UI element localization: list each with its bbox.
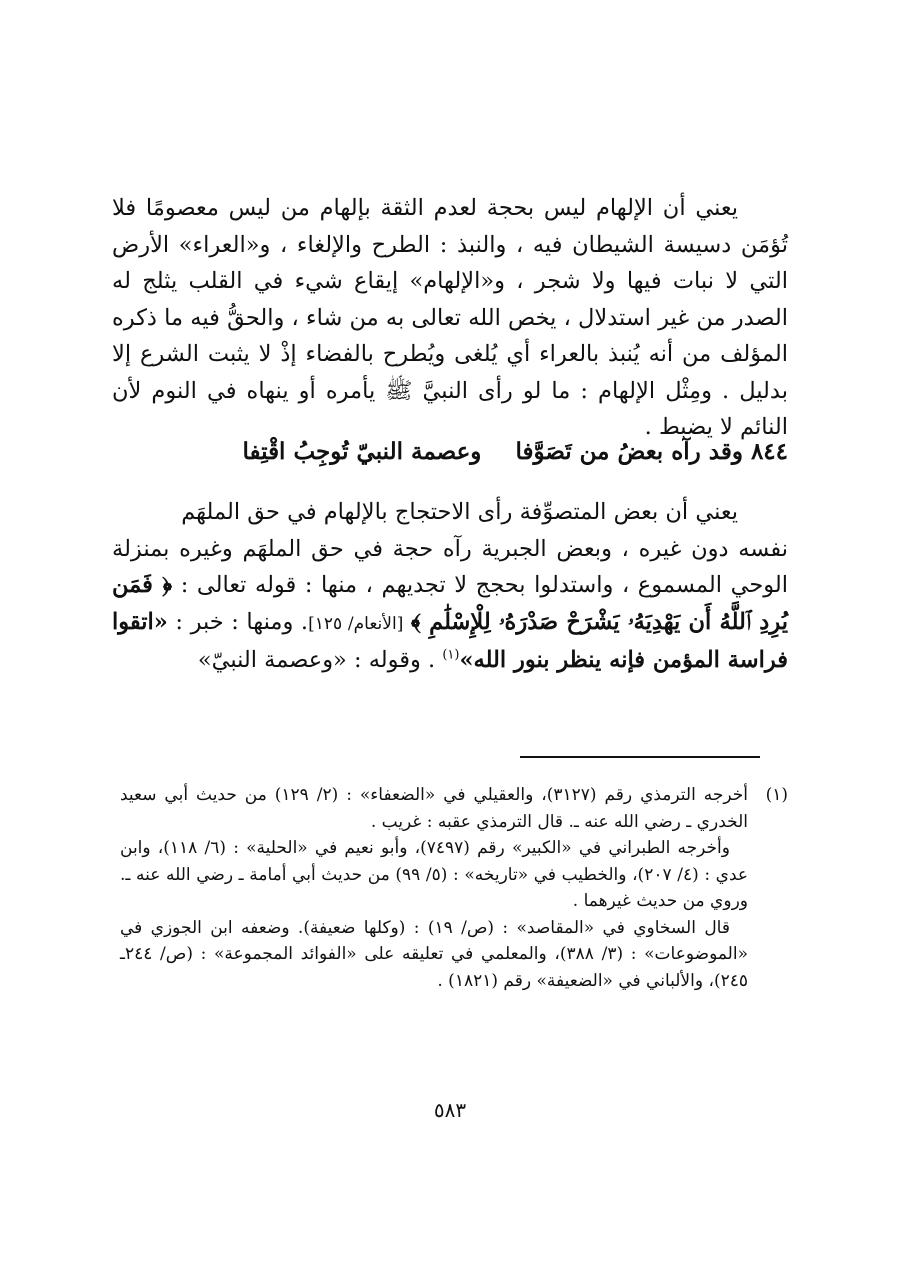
page-number: ٥٨٣ [433,1098,467,1122]
paragraph-text: يعني أن الإلهام ليس بحجة لعدم الثقة بإلهام من ليس معصومًا فلا تُؤمَن دسيسة الشيطان فيه ، والنبذ : الطرح والإلغاء ، و«العراء» الأرض التي لا نبات فيها ولا شجر ، و«الإلهام» إيقاع شيء في القلب يثلج له الصدر من غير استدلال ، يخص الله تعالى به من شاء ، والحقُّ فيه ما ذكره المؤلف من أنه يُنبذ بالعراء أي يُلغى ويُطرح بالفضاء إذْ لا يثبت الشرع إلا بدليل . ومِثْل الإلهام : ما لو رأى النبيَّ ﷺ يأمره أو ينهاه في النوم لأن النائم لا يضبط . [112,195,788,440]
footnotes [120,782,788,994]
paragraph-text: . وقوله : «وعصمة النبيّ» [197,647,436,673]
footnote-marker: (١) [442,647,460,663]
footnote-body [120,782,748,994]
hadith-quote: «اتقوا فراسة المؤمن فإنه ينظر بنور الله» [112,608,788,673]
hadith-intro: خبر : [175,608,224,635]
footnote-paragraph: قال السخاوي في «المقاصد» : (ص/ ١٩) : (وكلها ضعيفة). وضعفه ابن الجوزي في «الموضوعات» : (٣/ ٣٨٨)، والمعلمي في تعليقه على «الفوائد المجموعة» : (ص/ ٢٤٤ـ ٢٤٥)، والألباني في «الضعيفة» رقم (١٨٢١) . [120,917,748,991]
commentary-paragraph-2 [112,494,788,679]
quran-reference: [الأنعام/ ١٢٥] [308,613,404,634]
footnote [120,782,788,994]
poem-verse [112,434,788,470]
paragraph-first-line: يعني أن بعض المتصوِّفة رأى الاحتجاج بالإلهام في حق الملهَم [181,499,738,525]
verse-number: ٨٤٤ [750,438,788,465]
footnote-divider [520,756,760,758]
verse-hemistich-second: وعصمة النبيّ تُوجِبُ اقْتِفا [242,438,482,465]
footnote-paragraph: أخرجه الترمذي رقم (٣١٢٧)، والعقيلي في «الضعفاء» : (٢/ ١٢٩) من حديث أبي سعيد الخدري ـ رضي الله عنه ـ. قال الترمذي عقبه : غريب . [120,785,748,832]
footnote-number: (١) [765,785,788,805]
paragraph-text: . ومنها : [231,608,309,635]
footnote-paragraph: وأخرجه الطبراني في «الكبير» رقم (٧٤٩٧)، وأبو نعيم في «الحلية» : (٦/ ١١٨)، وابن عدي : (٤/ ٢٠٧)، والخطيب في «تاريخه» : (٥/ ٩٩) من حديث أبي أمامة ـ رضي الله عنه ـ. وروي من حديث غيرهما . [120,838,749,911]
paragraph-text: نفسه دون غيره ، وبعض الجبرية رآه حجة في حق الملهَم وغيره بمنزلة الوحي المسموع ، واستدلوا بحجج لا تجديهم ، منها : قوله تعالى : [112,535,789,598]
verse-hemistich-first: وقد رآه بعضُ من تَصَوَّفا [515,438,743,465]
quran-verse: ﴿ فَمَن يُرِدِ ٱللَّهُ أَن يَهْدِيَهُۥ يَشْرَحْ صَدْرَهُۥ لِلْإِسْلَٰمِ ﴾ [112,572,789,635]
commentary-paragraph [112,190,788,446]
